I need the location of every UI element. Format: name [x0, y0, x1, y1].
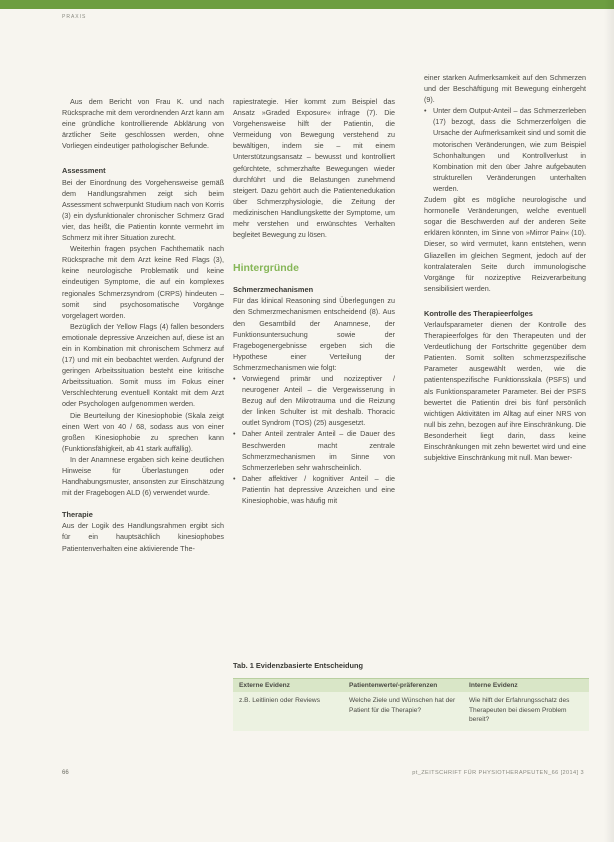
- section-heading: Hintergründe: [233, 262, 299, 275]
- table-cell: Wie hilft der Erfahrungsschatz des Therapeuten bei diesem Problem bereit?: [469, 697, 570, 724]
- paragraph: Zudem gibt es mögliche neurologische und hormonelle Veränderungen, welche eventuell sogar die Beschwerden auf der anderen Seite erklären könnten, im Sinne von »Mirror Pain« (10). Dieser, so wird vermutet, kann entstehen, wenn Gliazellen im gleichen Segment, jedoch auf der kontralateralen Seite durch immunologische Vorgänge für nozizeptive Reizverarbeitung sensibilisiert werden.: [424, 195, 586, 293]
- table-row: [233, 692, 589, 731]
- running-head: PRAXIS: [62, 14, 87, 20]
- table-header-cell: Patientenwerte/-präferenzen: [349, 682, 438, 689]
- paragraph: Aus dem Bericht von Frau K. und nach Rücksprache mit dem verordnenden Arzt kann am eine gründliche kontrollierende Abklärung von ärztlicher Seite geschlossen werden, ohne Vorliegen eindeutiger pathologischer Befunde.: [62, 97, 224, 151]
- subheading-therapie: Therapie: [62, 510, 93, 520]
- top-color-bar: [0, 0, 614, 9]
- paragraph: Für das klinical Reasoning sind Überlegungen zu den Schmerzmechanismen entscheidend (8). Aus den Gesamtbild der Anamnese, der Funktionsuntersuchung sowie der Fragebogenergebnisse ergeben sich die Hypothese einer Verteilung der Schmerzmechanismen wie folgt:: [233, 296, 395, 372]
- paragraph: einer starken Aufmerksamkeit auf den Schmerzen und der Beschäftigung mit Bewegung einhergeht (9).: [424, 73, 586, 105]
- table-header-row: [233, 679, 589, 692]
- text-column-1: [62, 96, 224, 554]
- table-header-cell: Interne Evidenz: [469, 682, 518, 689]
- paragraph: Aus der Logik des Handlungsrahmen ergibt sich für ein hauptsächlich kinesiophobes Patientenverhalten eine aktivierende The-: [62, 521, 224, 553]
- paragraph: Weiterhin fragen psychen Fachthematik nach Rücksprache mit dem Arzt keine Red Flags (3), keine neurologische Problematik und keine eindeutigen Symptome, die auf ein komplexes regionales Schmerzsyndrom (CRPS) hindeuten – somit sind psychosomatische Vorgänge vorgelagert worden.: [62, 244, 224, 320]
- paragraph: Bezüglich der Yellow Flags (4) fallen besonders emotionale depressive Anzeichen auf, diese ist an ein in Kombination mit chronischem Schmerz auf (17) und mit ein beobachtet werden. Aufgrund der geringen Arbeitssituation besteht eine kritische Arbeitssituation. Somit muss im Fokus einer Verschlechterung eventuell Kontakt mit dem Arzt oder Psychologen aufgenommen werden.: [62, 321, 224, 409]
- paragraph: rapiestrategie. Hier kommt zum Beispiel das Ansatz »Graded Exposure« infrage (7). Die Vorgehensweise hilft der Patientin, die Vermeidung von Bewegung verstehend zu bewältigen, indem sie – mit einem Unterstützungsansatz – bewusst und kontrolliert gefürchtete, schmerzhafte Bewegungen wieder durchführt und die Belastungen zunehmend steigert. Dazu gehört auch die Patientenedukation über Schmerzphysiologie, die Zeitung der medizinischen Handlungskette der Symptome, um mehr verstehen und erwünschtes Verhalten begleitet Bewegung zu lösen.: [233, 97, 395, 240]
- table-body: [233, 678, 589, 731]
- list-item: • Daher affektiver / kognitiver Anteil – die Patientin hat depressive Anzeichen und eine Kinesiophobie, was häufig mit: [233, 473, 395, 506]
- subheading-assessment: Assessment: [62, 166, 106, 176]
- subheading-schmerzmechanismen: Schmerzmechanismen: [233, 285, 314, 295]
- text-column-2: [233, 96, 395, 506]
- list-item: • Vorwiegend primär und nozizeptiver / neurogener Anteil – die Vergewisserung in Bezug auf den Mikrotrauma und die Reizung der linken Schulter ist mit deshalb. Thoracic outlet Syndrom (TOS) (25) ausgesetzt.: [233, 373, 395, 428]
- table-caption: Tab. 1 Evidenzbasierte Entscheidung: [233, 661, 364, 670]
- journal-footer: pt_ZEITSCHRIFT FÜR PHYSIOTHERAPEUTEN_66 [2014] 3: [412, 770, 584, 776]
- text-column-3: [424, 72, 586, 463]
- table-header-cell: Externe Evidenz: [239, 682, 290, 689]
- table-cell: Welche Ziele und Wünschen hat der Patient für die Therapie?: [349, 697, 456, 714]
- paragraph: Die Beurteilung der Kinesiophobie (Skala zeigt einen Wert von 40 / 68, sodass aus von einer großen Kinesiophobie zu sprechen kann (Funktionsfähigkeit, ab 41 stark auffällig).: [62, 410, 224, 453]
- table-cell: z.B. Leitlinien oder Reviews: [239, 697, 320, 704]
- list-item: • Daher Anteil zentraler Anteil – die Dauer des Beschwerden macht zentrale Schmerzmechanismen im Sinne von Schmerzerleben sehr wahrscheinlich.: [233, 428, 395, 472]
- page-edge-shadow: [604, 0, 614, 842]
- subheading-kontrolle: Kontrolle des Therapieerfolges: [424, 308, 533, 318]
- paragraph: Bei der Einordnung des Vorgehensweise gemäß dem Handlungsrahmen zeigt sich beim Assessment schwerpunkt Studium nach von Korris (3) ein dysfunktionaler chronischer Schmerz Grad vier, das heißt, die Patientin konnte vermehrt im Schmerz mit ihrer Situation zurecht.: [62, 177, 224, 243]
- page-number: 66: [62, 770, 69, 776]
- list-item: • Unter dem Output-Anteil – das Schmerzerleben (17) bezogt, dass die Schmerzerfolgen die Ursache der Aufmerksamkeit sind und somit die motorischen Veränderungen, wie zum Beispiel Schonhaltungen und Kontrollverlust in Kombination mit den über Jahre aufgebauten strukturellen Veränderungen unterhalten werden.: [424, 105, 586, 194]
- evidence-table: [233, 660, 589, 731]
- paragraph: In der Anamnese ergaben sich keine deutlichen Hinweise für Überlastungen oder Handhabungsmuster, ansonsten zur Einschätzung mit der Fragebogen ALD (6) verwendet wurde.: [62, 454, 224, 498]
- bullet-list: [233, 373, 395, 506]
- bullet-list: [424, 105, 586, 194]
- paragraph: Verlaufsparameter dienen der Kontrolle des Therapieerfolges für den Therapeuten und der Verdeutlichung der Fortschritte gegenüber dem Patienten. Somit sollten schmerzspezifische Parameter ausgewählt werden, wie die patientenspezifische Funktionsskala (PSFS) und als Funktionsparameter Parameter. Bei der PSFS bewertet die Patientin drei bis fünf persönlich wichtigen Aktivitäten im Alltag auf einer NRS von null bis zehn, bezogen auf ihre Einschränkung. Die Besonderheit liegt darin, dass keine Einschränkungen mit zehn bewertet wird und eine subjektive Einschränkung mit null. Man bewer-: [424, 319, 586, 463]
